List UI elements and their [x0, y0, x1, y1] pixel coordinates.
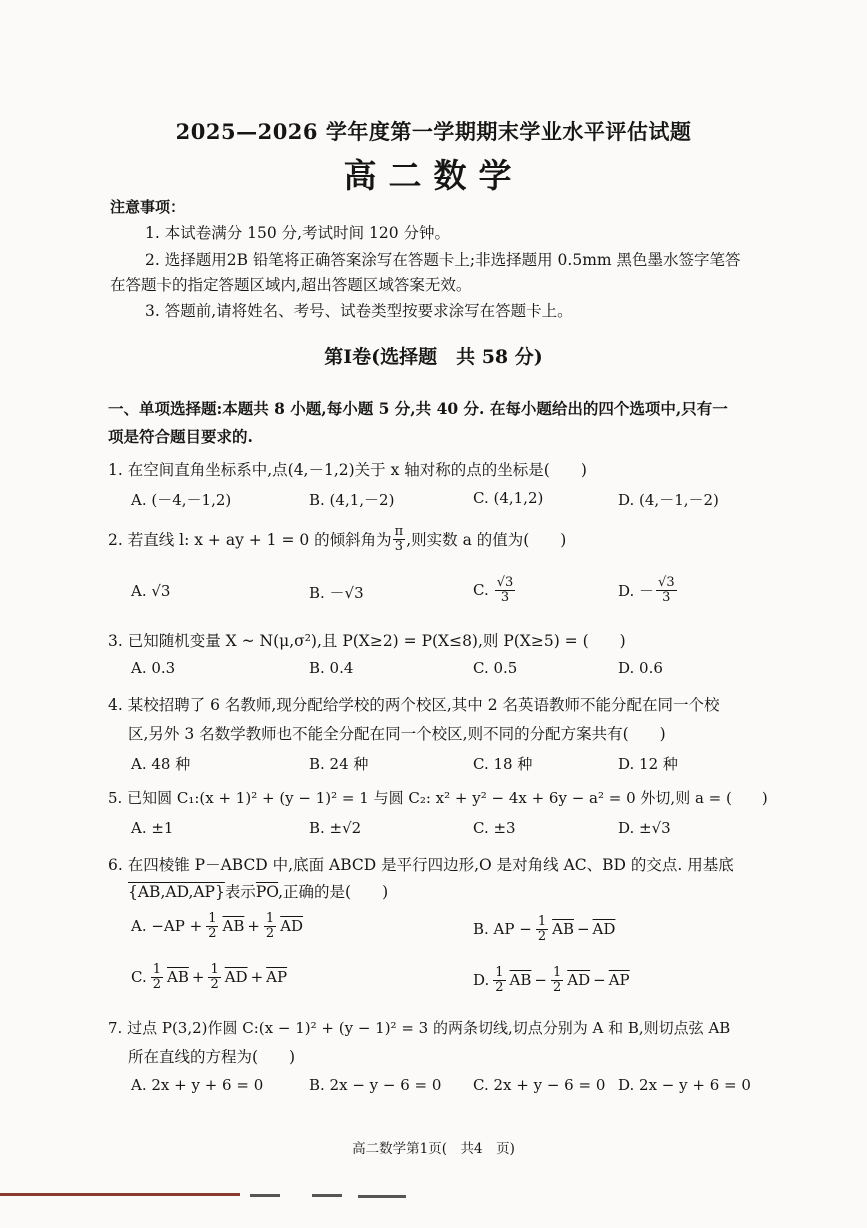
vector-ab: $\overline{AB}$	[509, 971, 532, 990]
fraction-numerator: 1	[495, 965, 504, 980]
question-1-stem: 1. 在空间直角坐标系中,点(4,－1,2)关于 x 轴对称的点的坐标是( )	[108, 461, 587, 479]
fraction-denominator: 2	[537, 928, 547, 944]
question-4-option-b: B. 24 种	[309, 755, 369, 773]
notice-item-2-line-1: 2. 选择题用2B 铅笔将正确答案涂写在答题卡上;非选择题用 0.5mm 黑色墨水签字笔答	[145, 251, 741, 269]
exam-title: 2025—2026 学年度第一学期期末学业水平评估试题	[175, 119, 692, 144]
fraction-denominator: 2	[210, 976, 219, 992]
question-7-option-a: A. 2x + y + 6 = 0	[131, 1076, 264, 1094]
question-6-stem-text-c: ,正确的是( )	[278, 883, 389, 901]
angle-numerator: π	[394, 524, 404, 539]
angle-denominator: 3	[394, 538, 404, 554]
fraction-numerator: 1	[537, 914, 547, 929]
option-d-denominator: 3	[662, 589, 671, 605]
vector-ab: $\overline{AB}$	[552, 920, 574, 939]
question-3-option-d: D. 0.6	[618, 659, 663, 677]
subject-title: 高二数学	[343, 156, 524, 195]
question-6-vector-po: $\overline{PO}$	[255, 883, 279, 901]
option-d-label: D. －	[618, 581, 655, 600]
page-footer: 高二数学第1页( 共4 页)	[352, 1141, 515, 1157]
part-1-instruction-line-1: 一、单项选择题:本题共 8 小题,每小题 5 分,共 40 分. 在每小题给出的四个选项中,只有一	[108, 399, 728, 418]
question-1-option-a: A. (－4,－1,2)	[131, 491, 232, 509]
fraction-denominator: 2	[495, 979, 504, 995]
question-7-option-b: B. 2x − y − 6 = 0	[309, 1076, 442, 1094]
question-5-option-a: A. ±1	[131, 819, 174, 837]
notice-item-3: 3. 答题前,请将姓名、考号、试卷类型按要求涂写在答题卡上。	[145, 302, 573, 320]
question-6-stem-text-b: 表示	[224, 883, 256, 901]
question-4-option-c: C. 18 种	[473, 755, 533, 773]
fraction-numerator: 1	[210, 962, 219, 977]
question-2-stem-text-a: 2. 若直线 l: x + ay + 1 = 0 的倾斜角为	[108, 531, 392, 550]
notice-item-1: 1. 本试卷满分 150 分,考试时间 120 分钟。	[145, 224, 451, 242]
fraction-denominator: 2	[552, 979, 562, 995]
question-1-option-d: D. (4,－1,－2)	[618, 491, 719, 509]
minus-sign: −	[576, 920, 590, 939]
question-4-stem-line-2: 区,另外 3 名数学教师也不能全分配在同一个校区,则不同的分配方案共有( )	[128, 725, 666, 743]
part-1-instruction-line-2: 项是符合题目要求的.	[108, 427, 253, 446]
minus-sign: −	[534, 971, 547, 990]
fraction-numerator: 1	[265, 911, 275, 926]
question-3-option-a: A. 0.3	[131, 659, 176, 677]
question-2-option-d	[618, 576, 678, 604]
option-b-prefix: B. AP −	[473, 920, 532, 939]
option-d-prefix: D.	[473, 971, 490, 990]
question-5-option-b: B. ±√2	[309, 819, 362, 837]
plus-sign: +	[250, 968, 264, 987]
question-5-stem: 5. 已知圆 C₁:(x + 1)² + (y − 1)² = 1 与圆 C₂: x² + y² − 4x + 6y − a² = 0 外切,则 a = ( )	[108, 789, 768, 807]
minus-sign: −	[593, 971, 606, 990]
question-7-option-d: D. 2x − y + 6 = 0	[618, 1076, 751, 1094]
option-d-numerator: √3	[658, 575, 675, 590]
question-6-stem-line-1: 6. 在四棱锥 P－ABCD 中,底面 ABCD 是平行四边形,O 是对角线 AC、BD 的交点. 用基底	[108, 856, 734, 874]
vector-ap: $\overline{AP}$	[608, 971, 630, 990]
question-1-option-c: C. (4,1,2)	[473, 489, 544, 507]
question-6-option-d	[473, 966, 630, 994]
notice-item-2-line-2: 在答题卡的指定答题区域内,超出答题区域答案无效。	[110, 276, 472, 294]
vector-ad: $\overline{AD}$	[224, 968, 248, 987]
question-4-option-d: D. 12 种	[618, 755, 678, 773]
section-1-title: 第Ⅰ卷(选择题 共 58 分)	[324, 346, 543, 368]
fraction-denominator: 2	[208, 925, 217, 941]
scan-edge-line	[0, 1193, 240, 1196]
question-6-option-a	[131, 912, 303, 940]
question-5-option-c: C. ±3	[473, 819, 516, 837]
question-7-option-c: C. 2x + y − 6 = 0	[473, 1076, 606, 1094]
question-1-option-b: B. (4,1,－2)	[309, 491, 395, 509]
question-5-option-d: D. ±√3	[618, 819, 671, 837]
notice-heading: 注意事项：	[110, 198, 186, 216]
option-c-denominator: 3	[500, 589, 510, 605]
question-2-option-c	[473, 576, 516, 604]
question-6-option-b	[473, 915, 615, 943]
question-6-basis: {AB,AD,AP}	[128, 883, 225, 901]
scan-edge-mark	[250, 1194, 280, 1197]
question-2-option-a: A. √3	[131, 582, 171, 600]
fraction-denominator: 2	[265, 925, 275, 941]
question-7-stem-line-1: 7. 过点 P(3,2)作圆 C:(x − 1)² + (y − 1)² = 3 的两条切线,切点分别为 A 和 B,则切点弦 AB	[108, 1019, 731, 1037]
vector-ad: $\overline{AD}$	[280, 917, 304, 936]
question-4-stem-line-1: 4. 某校招聘了 6 名教师,现分配给学校的两个校区,其中 2 名英语教师不能分配在同一个校	[108, 696, 720, 714]
option-a-prefix: A. −AP +	[131, 917, 203, 936]
question-6-option-c	[131, 963, 287, 991]
plus-sign: +	[247, 917, 260, 936]
question-2-option-b: B. －√3	[309, 584, 364, 602]
fraction-numerator: 1	[152, 962, 161, 977]
fraction-numerator: 1	[552, 965, 562, 980]
vector-ab: $\overline{AB}$	[167, 968, 189, 987]
vector-ad: $\overline{AD}$	[567, 971, 591, 990]
question-3-stem: 3. 已知随机变量 X ~ N(μ,σ²),且 P(X≥2) = P(X≤8),则 P(X≥5) = ( )	[108, 632, 626, 650]
question-2-stem-text-b: ,则实数 a 的值为( )	[406, 531, 567, 550]
vector-ad: $\overline{AD}$	[592, 920, 616, 939]
fraction-denominator: 2	[152, 976, 161, 992]
question-6-stem-line-2	[128, 880, 388, 902]
option-c-label: C.	[473, 581, 489, 600]
vector-ap: $\overline{AP}$	[266, 968, 288, 987]
option-c-numerator: √3	[496, 575, 514, 590]
fraction-numerator: 1	[208, 911, 217, 926]
question-7-stem-line-2: 所在直线的方程为( )	[128, 1048, 296, 1066]
option-c-prefix: C.	[131, 968, 147, 987]
vector-ab: $\overline{AB}$	[222, 917, 245, 936]
question-2-angle-fraction	[393, 525, 406, 553]
plus-sign: +	[191, 968, 205, 987]
question-3-option-c: C. 0.5	[473, 659, 518, 677]
question-2-stem	[108, 525, 566, 553]
question-3-option-b: B. 0.4	[309, 659, 354, 677]
question-4-option-a: A. 48 种	[131, 755, 191, 773]
scan-edge-mark	[358, 1195, 406, 1198]
scan-edge-mark	[312, 1194, 342, 1197]
